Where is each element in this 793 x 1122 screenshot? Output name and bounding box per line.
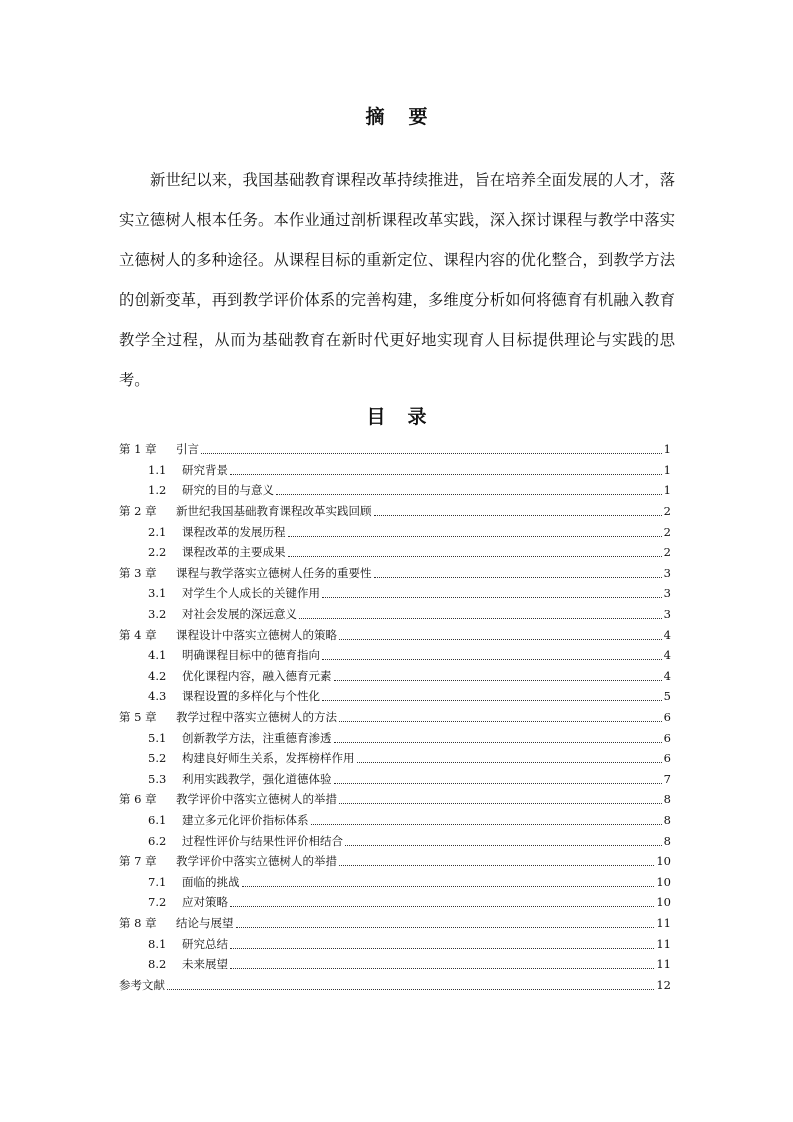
toc-section-entry[interactable] xyxy=(119,892,671,913)
toc-entry-page-number: 3 xyxy=(663,586,671,601)
toc-entry-page-number: 11 xyxy=(656,936,671,951)
toc-entry-page-number: 5 xyxy=(663,689,671,704)
toc-entry-label: 构建良好师生关系，发挥榜样作用 xyxy=(182,751,355,766)
toc-entry-page-number: 7 xyxy=(663,771,671,786)
toc-entry-label: 建立多元化评价指标体系 xyxy=(182,812,309,827)
toc-leader-dots xyxy=(374,515,662,516)
toc-entry-number: 7.1 xyxy=(148,874,167,889)
toc-entry-page-number: 4 xyxy=(663,648,671,663)
toc-leader-dots xyxy=(230,948,654,949)
toc-entry-number: 3.2 xyxy=(148,607,167,622)
toc-entry-page-number: 11 xyxy=(656,957,671,972)
toc-entry-label: 对学生个人成长的关键作用 xyxy=(182,586,320,601)
toc-chapter-entry[interactable] xyxy=(119,707,671,728)
toc-entry-label: 教学评价中落实立德树人的举措 xyxy=(176,792,337,807)
abstract-body: 新世纪以来，我国基础教育课程改革持续推进，旨在培养全面发展的人才，落实立德树人根本任务。本作业通过剖析课程改革实践，深入探讨课程与教学中落实立德树人的多种途径。从课程目标的重新定位、课程内容的优化整合，到教学方法的创新变革，再到教学评价体系的完善构建，多维度分析如何将德育有机融入教育教学全过程，从而为基础教育在新时代更好地实现育人目标提供理论与实践的思考。 xyxy=(119,171,675,389)
toc-entry-page-number: 10 xyxy=(656,895,671,910)
toc-section-entry[interactable] xyxy=(119,727,671,748)
toc-chapter-entry[interactable] xyxy=(119,913,671,934)
toc-chapter-entry[interactable] xyxy=(119,563,671,584)
toc-leader-dots xyxy=(334,680,662,681)
toc-entry-page-number: 12 xyxy=(656,977,671,992)
toc-entry-number: 5.3 xyxy=(148,771,167,786)
toc-section-entry[interactable] xyxy=(119,666,671,687)
toc-leader-dots xyxy=(345,845,662,846)
toc-entry-number: 第 3 章 xyxy=(119,565,157,580)
toc-entry-label: 优化课程内容，融入德育元素 xyxy=(182,668,332,683)
toc-section-entry[interactable] xyxy=(119,686,671,707)
toc-leader-dots xyxy=(339,721,662,722)
toc-entry-label: 课程改革的发展历程 xyxy=(182,524,286,539)
toc-entry-label: 创新教学方法，注重德育渗透 xyxy=(182,730,332,745)
toc-leader-dots xyxy=(201,453,662,454)
toc-section-entry[interactable] xyxy=(119,871,671,892)
toc-section-entry[interactable] xyxy=(119,521,671,542)
toc-section-entry[interactable] xyxy=(119,748,671,769)
toc-section-entry[interactable] xyxy=(119,480,671,501)
toc-section-entry[interactable] xyxy=(119,769,671,790)
toc-entry-page-number: 2 xyxy=(663,504,671,519)
toc-entry-page-number: 6 xyxy=(663,710,671,725)
toc-entry-page-number: 11 xyxy=(656,915,671,930)
toc-entry-page-number: 8 xyxy=(663,833,671,848)
toc-section-entry[interactable] xyxy=(119,810,671,831)
toc-leader-dots xyxy=(322,659,662,660)
toc-chapter-entry[interactable] xyxy=(119,974,671,995)
toc-entry-label: 明确课程目标中的德育指向 xyxy=(182,648,320,663)
toc-chapter-entry[interactable] xyxy=(119,501,671,522)
toc-entry-page-number: 4 xyxy=(663,627,671,642)
toc-entry-number: 8.2 xyxy=(148,957,167,972)
toc-leader-dots xyxy=(322,597,662,598)
toc-section-entry[interactable] xyxy=(119,460,671,481)
toc-entry-page-number: 2 xyxy=(663,545,671,560)
toc-entry-label: 研究的目的与意义 xyxy=(182,483,274,498)
toc-entry-number: 2.2 xyxy=(148,545,167,560)
toc-entry-label: 课程与教学落实立德树人任务的重要性 xyxy=(176,565,372,580)
toc-entry-page-number: 8 xyxy=(663,812,671,827)
toc-leader-dots xyxy=(276,494,662,495)
abstract-title: 摘要 xyxy=(365,106,452,128)
toc-entry-number: 4.3 xyxy=(148,689,167,704)
toc-leader-dots xyxy=(322,700,662,701)
toc-entry-number: 3.1 xyxy=(148,586,167,601)
toc-entry-number: 第 8 章 xyxy=(119,915,157,930)
toc-leader-dots xyxy=(374,577,662,578)
toc-entry-page-number: 3 xyxy=(663,607,671,622)
toc-entry-page-number: 10 xyxy=(656,874,671,889)
toc-chapter-entry[interactable] xyxy=(119,789,671,810)
toc-entry-label: 研究背景 xyxy=(182,462,228,477)
toc-entry-page-number: 1 xyxy=(663,462,671,477)
toc-entry-number: 6.2 xyxy=(148,833,167,848)
toc-leader-dots xyxy=(230,474,662,475)
toc-leader-dots xyxy=(357,762,662,763)
toc-leader-dots xyxy=(339,639,662,640)
toc-entry-label: 课程改革的主要成果 xyxy=(182,545,286,560)
toc-entry-label: 结论与展望 xyxy=(176,915,234,930)
toc-leader-dots xyxy=(311,824,662,825)
toc-leader-dots xyxy=(334,783,662,784)
toc-entry-label: 教学过程中落实立德树人的方法 xyxy=(176,710,337,725)
toc-entry-label: 面临的挑战 xyxy=(182,874,240,889)
toc-entry-number: 4.2 xyxy=(148,668,167,683)
toc-entry-number: 5.2 xyxy=(148,751,167,766)
toc-entry-number: 6.1 xyxy=(148,812,167,827)
toc-leader-dots xyxy=(299,618,662,619)
toc-entry-page-number: 8 xyxy=(663,792,671,807)
toc-entry-page-number: 6 xyxy=(663,730,671,745)
toc-leader-dots xyxy=(242,886,655,887)
toc-leader-dots xyxy=(339,865,654,866)
toc-entry-number: 2.1 xyxy=(148,524,167,539)
toc-entry-number: 第 6 章 xyxy=(119,792,157,807)
toc-entry-label: 利用实践教学，强化道德体验 xyxy=(182,771,332,786)
toc-section-entry[interactable] xyxy=(119,542,671,563)
toc-section-entry[interactable] xyxy=(119,933,671,954)
toc-entry-label: 对社会发展的深远意义 xyxy=(182,607,297,622)
toc-entry-number: 第 4 章 xyxy=(119,627,157,642)
toc-entry-label: 未来展望 xyxy=(182,957,228,972)
toc-entry-number: 第 5 章 xyxy=(119,710,157,725)
toc-entry-number: 5.1 xyxy=(148,730,167,745)
toc-entry-label: 过程性评价与结果性评价相结合 xyxy=(182,833,343,848)
toc-entry-label: 新世纪我国基础教育课程改革实践回顾 xyxy=(176,504,372,519)
toc-entry-label: 参考文献 xyxy=(119,977,165,992)
toc-entry-number: 第 2 章 xyxy=(119,504,157,519)
toc-section-entry[interactable] xyxy=(119,954,671,975)
toc-entry-page-number: 1 xyxy=(663,483,671,498)
toc-leader-dots xyxy=(230,968,654,969)
toc-entry-number: 8.1 xyxy=(148,936,167,951)
toc-leader-dots xyxy=(288,556,662,557)
toc-entry-page-number: 4 xyxy=(663,668,671,683)
toc-leader-dots xyxy=(236,927,655,928)
toc-section-entry[interactable] xyxy=(119,830,671,851)
toc-entry-number: 1.2 xyxy=(148,483,167,498)
toc-section-entry[interactable] xyxy=(119,583,671,604)
toc-entry-page-number: 3 xyxy=(663,565,671,580)
toc-entry-number: 7.2 xyxy=(148,895,167,910)
toc-chapter-entry[interactable] xyxy=(119,439,671,460)
toc-entry-label: 课程设置的多样化与个性化 xyxy=(182,689,320,704)
toc-entry-page-number: 6 xyxy=(663,751,671,766)
toc-section-entry[interactable] xyxy=(119,604,671,625)
toc-entry-label: 应对策略 xyxy=(182,895,228,910)
toc-entry-number: 第 7 章 xyxy=(119,854,157,869)
toc-leader-dots xyxy=(339,803,662,804)
toc-entry-label: 引言 xyxy=(176,442,199,457)
toc-entry-label: 教学评价中落实立德树人的举措 xyxy=(176,854,337,869)
toc-leader-dots xyxy=(167,989,654,990)
toc-entry-page-number: 2 xyxy=(663,524,671,539)
toc-entry-label: 课程设计中落实立德树人的策略 xyxy=(176,627,337,642)
toc-entry-page-number: 10 xyxy=(656,854,671,869)
toc-entry-number: 1.1 xyxy=(148,462,167,477)
toc-leader-dots xyxy=(288,536,662,537)
toc-section-entry[interactable] xyxy=(119,645,671,666)
toc-title: 目录 xyxy=(366,406,449,428)
toc-entry-number: 4.1 xyxy=(148,648,167,663)
table-of-contents xyxy=(119,439,671,995)
toc-entry-label: 研究总结 xyxy=(182,936,228,951)
toc-entry-page-number: 1 xyxy=(663,442,671,457)
toc-leader-dots xyxy=(230,906,654,907)
toc-entry-number: 第 1 章 xyxy=(119,442,157,457)
toc-leader-dots xyxy=(334,742,662,743)
toc-chapter-entry[interactable] xyxy=(119,851,671,872)
toc-chapter-entry[interactable] xyxy=(119,624,671,645)
